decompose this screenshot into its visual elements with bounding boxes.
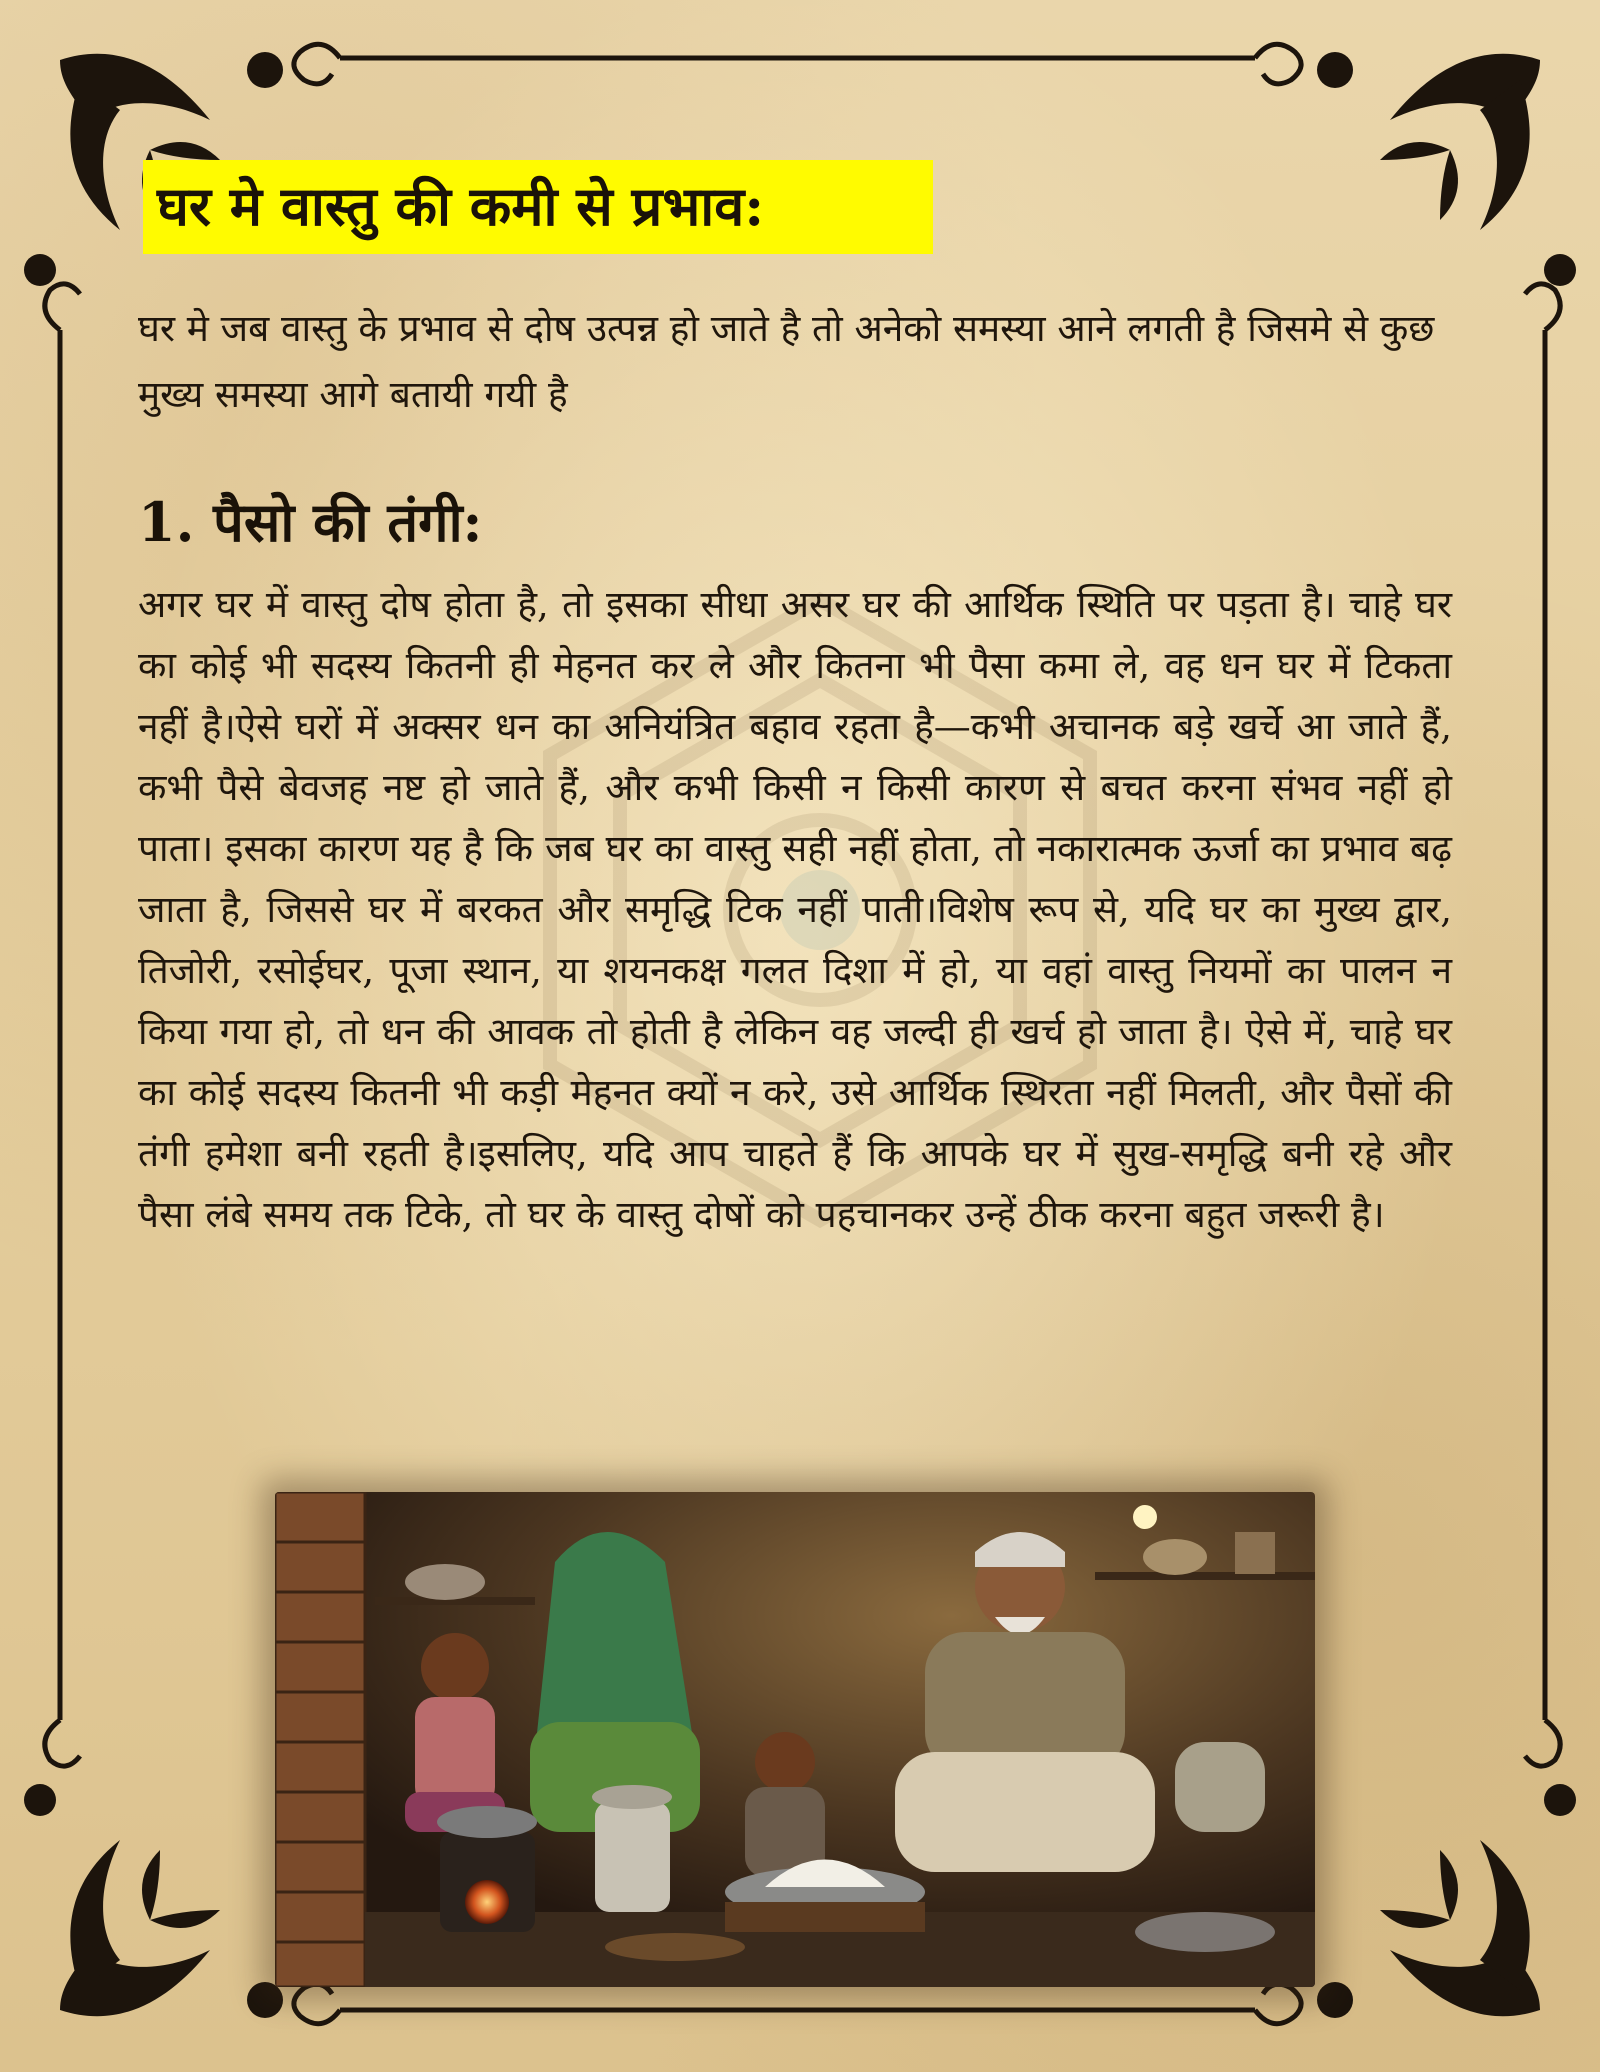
title-highlight	[143, 160, 933, 254]
family-illustration	[275, 1492, 1315, 1987]
page-title: घर मे वास्तु की कमी से प्रभाव:	[157, 174, 765, 238]
section-paragraph: अगर घर में वास्तु दोष होता है, तो इसका सीधा असर घर की आर्थिक स्थिति पर पड़ता है। चाहे घर का कोई भी सदस्य कितनी ही मेहनत कर ले और कितना भी पैसा कमा ले, वह धन घर में टिकता नहीं है।ऐसे घरों में अक्सर धन का अनियंत्रित बहाव रहता है—कभी अचानक बड़े खर्चे आ जाते हैं, कभी पैसे बेवजह नष्ट हो जाते हैं, और कभी किसी न किसी कारण से बचत करना संभव नहीं हो पाता। इसका कारण यह है कि जब घर का वास्तु सही नहीं होता, तो नकारात्मक ऊर्जा का प्रभाव बढ़ जाता है, जिससे घर में बरकत और समृद्धि टिक नहीं पाती।विशेष रूप से, यदि घर का मुख्य द्वार, तिजोरी, रसोईघर, पूजा स्थान, या शयनकक्ष गलत दिशा में हो, या वहां वास्तु नियमों का पालन न किया गया हो, तो धन की आवक तो होती है लेकिन वह जल्दी ही खर्च हो जाता है। ऐसे में, चाहे घर का कोई सदस्य कितनी भी कड़ी मेहनत क्यों न करे, उसे आर्थिक स्थिरता नहीं मिलती, और पैसों की तंगी हमेशा बनी रहती है।इसलिए, यदि आप चाहते हैं कि आपके घर में सुख-समृद्धि बनी रहे और पैसा लंबे समय तक टिके, तो घर के वास्तु दोषों को पहचानकर उन्हें ठीक करना बहुत जरूरी है।	[138, 583, 1452, 1236]
section-heading: 1. पैसो की तंगी:	[138, 490, 483, 554]
intro-paragraph: घर मे जब वास्तु के प्रभाव से दोष उत्पन्न हो जाते है तो अनेको समस्या आने लगती है जिसमे से कुछ मुख्य समस्या आगे बतायी गयी है	[138, 307, 1435, 416]
